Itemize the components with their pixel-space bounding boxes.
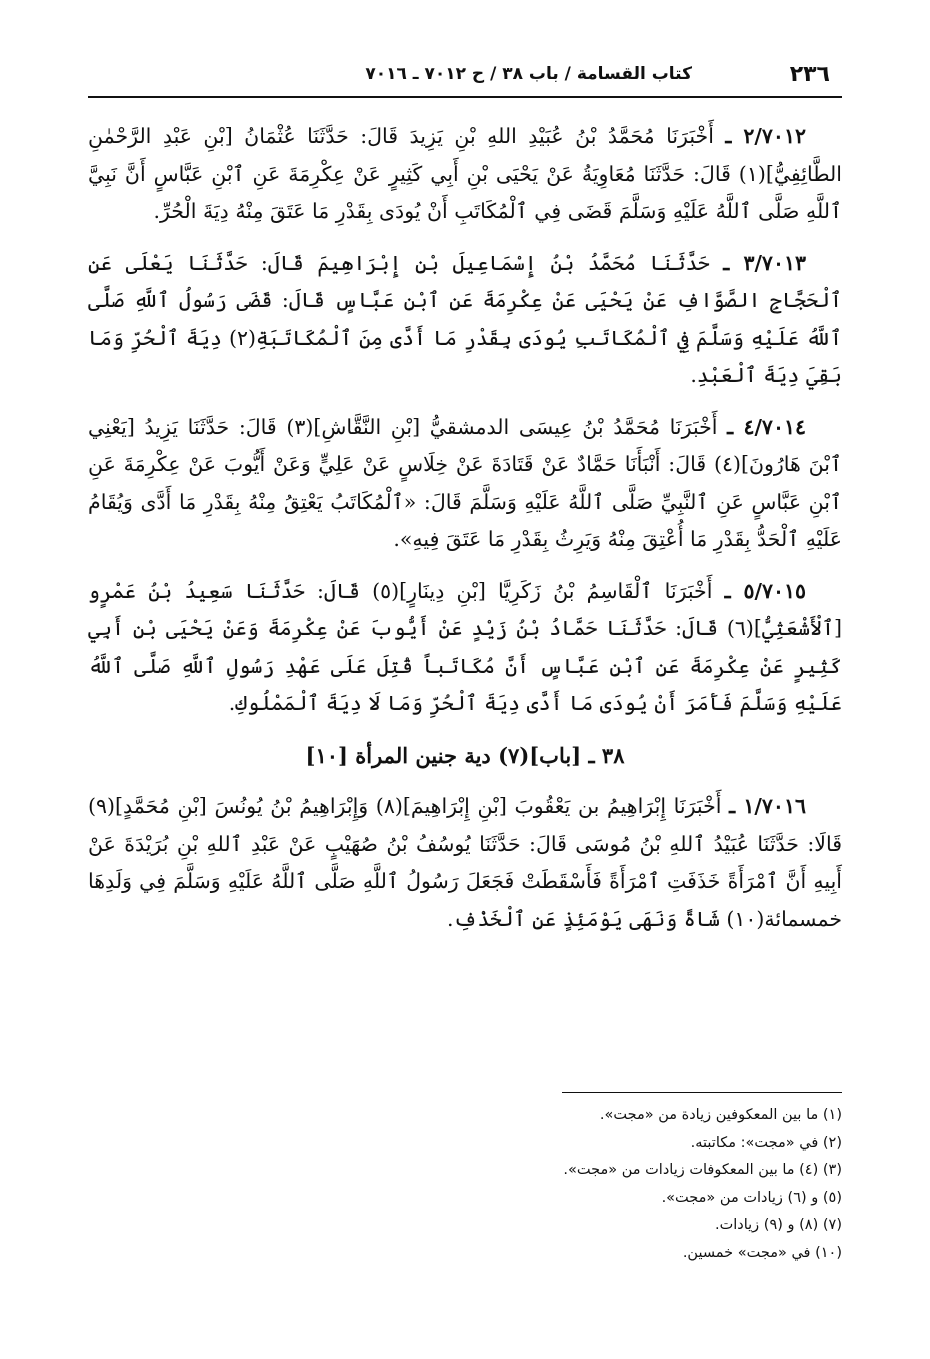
footnote-divider [562,1092,842,1093]
hadith-number: ٥/٧٠١٥ ـ [724,578,806,603]
hadith-paragraph [88,245,842,395]
hadith-number: ٣/٧٠١٣ ـ [723,250,806,275]
hadith-text: أَخْبَرَنَا مُحَمَّدُ بْنُ عُبَيْدِ اللهِ بْنِ يَزِيدَ قَالَ: حَدَّثَنَا عُثْمَانُ [بْنِ عَبْدِ الرَّحْمٰنِ الطَّائِفِيُّ](١) قَالَ: حَدَّثَنَا مُعَاوِيَةُ عَنْ يَحْيَى بْنِ أَبِي كَثِيرٍ عَنْ عِكْرِمَةَ عَنِ ٱبْنِ عَبَّاسٍ أَنَّ نَبِيَّ ٱللَّهِ صَلَّى ٱللَّهُ عَلَيْهِ وَسَلَّمَ قَضَى فِي ٱلْمُكَاتَبِ أَنْ يُودَى بِقَدْرِ مَا عَتَقَ مِنْهُ دِيَةَ الْحُرِّ. [88,124,842,223]
hadith-paragraph [88,118,842,231]
footnote: (٢) في «مجت»: مكاتبته. [690,1134,842,1151]
footnote: (١) ما بين المعكوفين زيادة من «مجت». [599,1107,842,1123]
footnotes [88,1102,842,1267]
page-header [88,56,842,98]
hadith-text: أَخْبَرَنَا مُحَمَّدُ بْنُ عِيسَى الدمشقيُّ [بْنِ النَّقَّاشِ](٣) قَالَ: حَدَّثَنَا يَزِيدُ [يَعْنِي ٱبْنَ هَارُونَ](٤) قَالَ: أَنْبَأَنَا حَمَّادٌ عَنْ قَتَادَةَ عَنْ خِلَاسٍ عَنْ عَلِيٍّ وَعَنْ أَيُّوبَ عَنْ عِكْرِمَةَ عَنِ ٱبْنِ عَبَّاسٍ عَنِ ٱلنَّبِيِّ صَلَّى ٱللَّهُ عَلَيْهِ وَسَلَّمَ قَالَ: «ٱلْمُكَاتَبُ يَعْتِقُ مِنْهُ بِقَدْرِ مَا أَدَّى وَيُقَامُ عَلَيْهِ ٱلْحَدُّ بِقَدْرِ مَا أُعْتِقَ مِنْهُ وَيَرِثُ بِقَدْرِ مَا عَتَقَ فِيهِ». [88,414,842,551]
hadith-number: ٢/٧٠١٢ ـ [725,124,806,148]
hadith-text: أَخْبَرَنَا ٱلْقَاسِمُ بْنُ زَكَرِيَّا [بْنِ دِينَارٍ](٥) قَالَ: حَدَّثَنَا سَعِيدُ بْنُ عَمْرٍو [ٱلْأَشْعَثِيُّ](٦) قَالَ: حَدَّثَنَا حَمَّادُ بْنُ زَيْدٍ عَنْ أَيُّوبَ عَنْ عِكْرِمَةَ وَعَنْ يَحْيَى بْنِ أَبِي كَثِيرٍ عَنْ عِكْرِمَةَ عَنِ ٱبْنِ عَبَّاسٍ أَنَّ مُكَاتَباً قُتِلَ عَلَى عَهْدِ رَسُولِ ٱللَّهِ صَلَّى ٱللَّهُ عَلَيْهِ وَسَلَّمَ فَأَمَرَ أَنْ يُودَى مَا أَدَّى دِيَةَ ٱلْحُرِّ وَمَا لَا دِيَةَ ٱلْمَمْلُوكِ. [88,578,842,715]
hadith-text: حَدَّثَنَا مُحَمَّدُ بْنُ إِسْمَاعِيلَ بْنِ إِبْرَاهِيمَ قَالَ: حَدَّثَنَا يَعْلَى عَنِ ٱلْحَجَّاجِ الصَّوَّافِ عَنْ يَحْيَى عَنْ عِكْرِمَةَ عَنِ ٱبْنِ عَبَّاسٍ قَالَ: قَضَى رَسُولُ ٱللَّهِ صَلَّى ٱللَّهُ عَلَيْهِ وَسَلَّمَ فِي ٱلْمُكَاتَبِ يُودَى بِقَدْرِ مَا أَدَّى مِنَ ٱلْمُكَاتَبَةِ(٢) دِيَةَ ٱلْحُرِّ وَمَا بَقِيَ دِيَةَ ٱلْعَبْدِ. [88,250,842,387]
hadith-text: أَخْبَرَنَا إِبْرَاهِيمُ بن يَعْقُوبَ [بْنِ إِبْرَاهِيمَ](٨) وَإِبْرَاهِيمُ بْنُ يُونُسَ [بْنِ مُحَمَّدٍ](٩) قَالَا: حَدَّثَنَا عُبَيْدُ ٱللهِ بْنُ مُوسَى قَالَ: حَدَّثَنَا يُوسُفُ بْنُ صُهَيْبٍ عَنْ عَبْدِ ٱللهِ بْنِ بُرَيْدَةَ عَنْ أَبِيهِ أَنَّ ٱمْرَأَةً خَذَفَتِ ٱمْرَأَةً فَأَسْقَطَتْ فَجَعَلَ رَسُولُ ٱللَّهِ صَلَّى ٱللَّهُ عَلَيْهِ وَسَلَّمَ فِي وَلَدِهَا خمسمائة(١٠) شَاةً وَنَهَى يَوْمَئِذٍ عَنِ ٱلْخَذْفِ. [88,794,842,931]
chapter-heading: ٣٨ ـ [باب](٧) دية جنين المرأة [١٠] [305,742,625,768]
footnote: (٣) (٤) ما بين المعكوفات زيادات من «مجت». [563,1162,842,1178]
hadith-paragraph [88,788,842,938]
page-number: ٢٣٦ [789,62,830,87]
footnote: (١٠) في «مجت» خمسين. [682,1244,842,1261]
running-title: كتاب القسامة / باب ٣٨ / ح ٧٠١٢ ـ ٧٠١٦ [365,64,692,84]
footnote: (٧) (٨) و (٩) زيادات. [714,1217,842,1233]
main-text [88,118,842,952]
hadith-paragraph [88,409,842,559]
hadith-paragraph [88,573,842,723]
hadith-number: ١/٧٠١٦ ـ [729,794,806,818]
footnote: (٥) و (٦) زيادات من «مجت». [661,1189,842,1206]
hadith-number: ٤/٧٠١٤ ـ [727,414,806,439]
